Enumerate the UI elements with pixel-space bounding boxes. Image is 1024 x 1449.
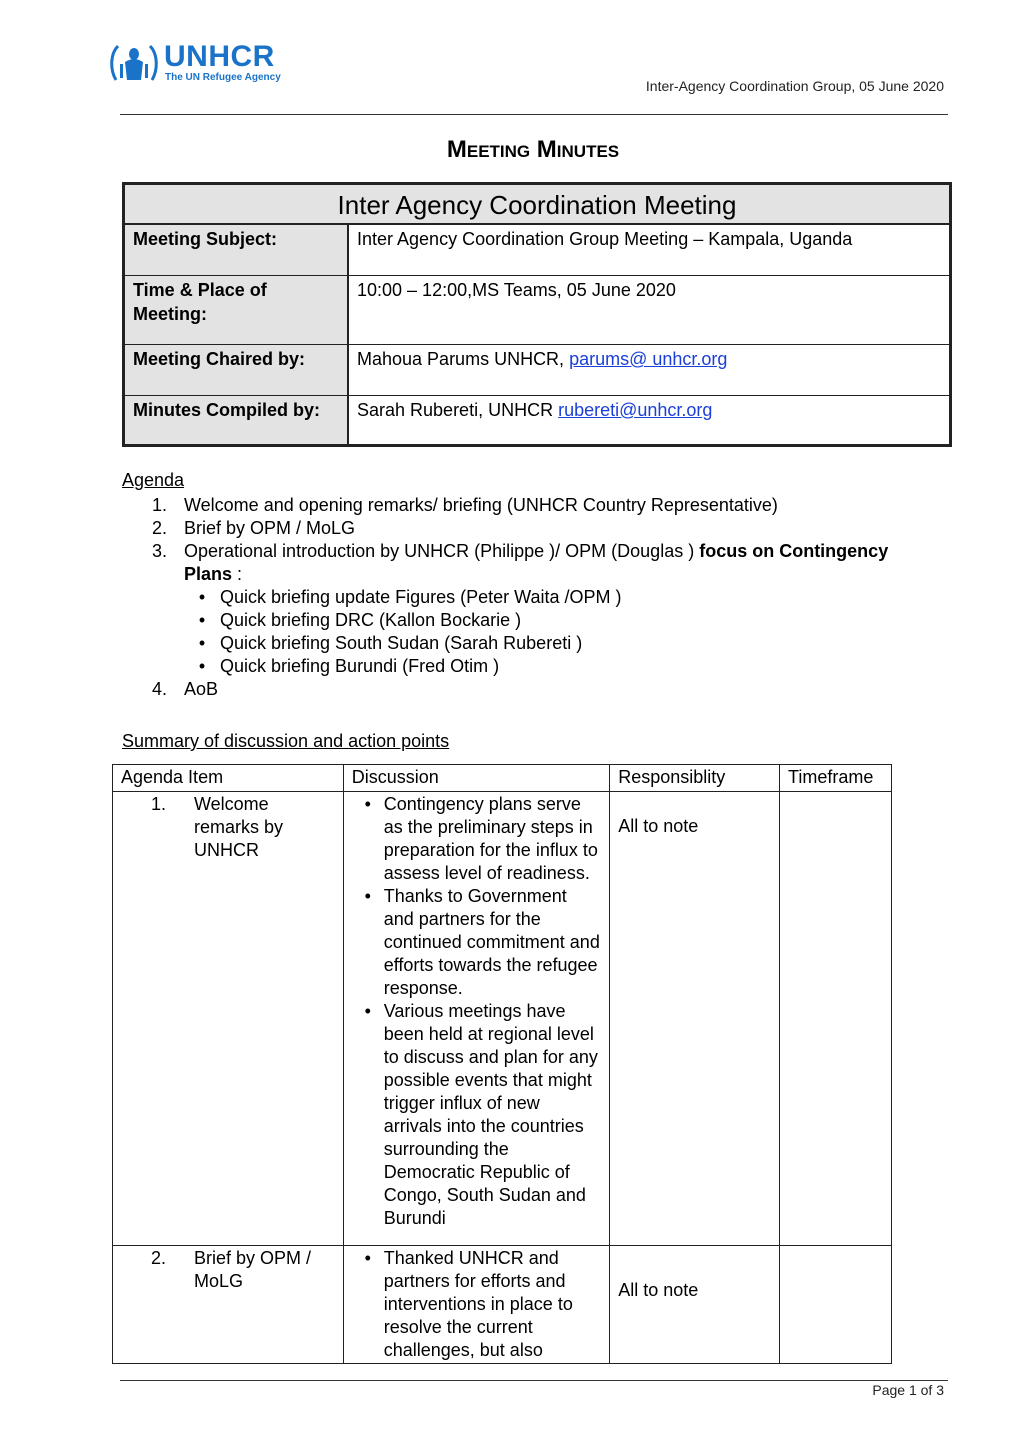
bullet-icon: • — [364, 1001, 371, 1021]
document-title: Meeting Minutes — [446, 136, 620, 163]
info-value — [349, 345, 949, 395]
agenda-item — [152, 494, 932, 517]
unhcr-logo — [108, 40, 298, 88]
agenda-sub-item — [152, 586, 932, 609]
agenda-heading: Agenda — [122, 470, 185, 490]
responsibility-cell — [610, 792, 780, 1246]
row-num: 1. — [151, 794, 167, 814]
agenda-num: 1. — [152, 495, 168, 515]
agenda-num: 3. — [152, 541, 168, 561]
agenda-text — [184, 540, 932, 586]
discussion-point — [352, 1000, 602, 1230]
agenda-text: Welcome and opening remarks/ briefing (UNHCR Country Representative) — [184, 495, 778, 515]
discussion-table — [112, 764, 892, 1364]
logo-tagline: The UN Refugee Agency — [165, 72, 281, 83]
info-row-chaired-by — [125, 345, 949, 396]
agenda-sub-text: Quick briefing update Figures (Peter Waita /OPM ) — [220, 587, 622, 607]
info-row-subject — [125, 225, 949, 276]
bullet-icon: • — [198, 587, 206, 607]
unhcr-emblem-icon — [108, 40, 160, 86]
info-label: Meeting Chaired by: — [125, 345, 349, 395]
logo-name: UNHCR — [164, 40, 275, 73]
row-item: Welcome remarks by UNHCR — [194, 794, 284, 860]
info-value: Inter Agency Coordination Group Meeting – Kampala, Uganda — [357, 229, 853, 249]
discussion-point — [352, 1247, 602, 1362]
agenda-num: 4. — [152, 679, 168, 699]
agenda-item — [152, 517, 932, 540]
agenda-text: Brief by OPM / MoLG — [184, 518, 356, 538]
bullet-icon: • — [198, 656, 206, 676]
compiler-email-link[interactable]: rubereti@unhcr.org — [558, 400, 713, 420]
agenda-focus-bold: focus on Contingency Plans — [184, 541, 889, 584]
agenda-text-part: Operational introduction by UNHCR (Philippe )/ OPM (Douglas ) — [184, 541, 700, 561]
point-text: Contingency plans serve as the preliminary steps in preparation for the influx to assess level of readiness. — [383, 794, 598, 883]
discussion-point — [352, 885, 602, 1000]
compiler-name: Sarah Rubereti, UNHCR — [357, 400, 559, 420]
meeting-info-caption: Inter Agency Coordination Meeting — [125, 185, 949, 225]
agenda-item — [152, 678, 932, 701]
responsibility-cell — [610, 1246, 780, 1364]
info-row-compiled-by — [125, 396, 949, 444]
bullet-icon: • — [198, 610, 206, 630]
row-item: Brief by OPM / MoLG — [194, 1248, 312, 1291]
agenda-item-cell — [113, 792, 344, 1246]
table-row — [113, 792, 892, 1246]
table-row — [113, 1246, 892, 1364]
agenda-sub-item — [152, 655, 932, 678]
info-label: Meeting Subject: — [125, 225, 349, 275]
discussion-point — [352, 793, 602, 885]
column-header: Responsiblity — [610, 765, 780, 792]
agenda-text: AoB — [184, 679, 219, 699]
row-num: 2. — [151, 1248, 167, 1268]
point-text: Various meetings have been held at regional level to discuss and plan for any possible events that might trigger influx of new arrivals into the countries surrounding the Democratic Republic of Congo, South Sudan and Burundi — [383, 1001, 598, 1228]
info-row-time-place — [125, 276, 949, 345]
chair-email-link[interactable]: parums@ unhcr.org — [569, 349, 728, 369]
discussion-cell — [343, 1246, 610, 1364]
point-text: Thanks to Government and partners for the continued commitment and efforts towards the refugee response. — [383, 886, 600, 998]
point-text: Thanked UNHCR and partners for efforts and interventions in place to resolve the current challenges, but also — [383, 1248, 573, 1360]
column-header: Agenda Item — [113, 765, 344, 792]
timeframe-cell — [780, 1246, 892, 1364]
agenda-item — [152, 540, 932, 586]
footer-divider — [120, 1380, 948, 1381]
agenda-num: 2. — [152, 518, 168, 538]
column-header: Discussion — [343, 765, 610, 792]
table-header-row — [113, 765, 892, 792]
summary-heading: Summary of discussion and action points — [122, 731, 450, 751]
chair-name: Mahoua Parums UNHCR, — [357, 349, 570, 369]
info-label: Time & Place of Meeting: — [125, 276, 349, 344]
column-header: Timeframe — [780, 765, 892, 792]
info-value: 10:00 – 12:00,MS Teams, 05 June 2020 — [357, 280, 676, 300]
bullet-icon: • — [364, 1248, 371, 1268]
page-number: Page 1 of 3 — [872, 1382, 944, 1398]
info-value — [349, 396, 949, 444]
responsibility-text: All to note — [618, 1280, 699, 1300]
header-meeting-label: Inter-Agency Coordination Group, 05 June 2020 — [645, 78, 944, 94]
agenda-item-cell — [113, 1246, 344, 1364]
agenda-sub-text: Quick briefing Burundi (Fred Otim ) — [220, 656, 500, 676]
responsibility-text: All to note — [618, 816, 699, 836]
bullet-icon: • — [198, 633, 206, 653]
agenda-sub-text: Quick briefing DRC (Kallon Bockarie ) — [220, 610, 522, 630]
info-label: Minutes Compiled by: — [125, 396, 349, 444]
discussion-cell — [343, 792, 610, 1246]
bullet-icon: • — [364, 886, 371, 906]
bullet-icon: • — [364, 794, 371, 814]
agenda-list — [152, 494, 932, 701]
agenda-text-tail: : — [232, 564, 243, 584]
timeframe-cell — [780, 792, 892, 1246]
agenda-sub-item — [152, 609, 932, 632]
header-divider — [120, 114, 948, 115]
meeting-info-table — [122, 182, 952, 447]
agenda-sub-item — [152, 632, 932, 655]
agenda-sub-text: Quick briefing South Sudan (Sarah Rubereti ) — [220, 633, 583, 653]
